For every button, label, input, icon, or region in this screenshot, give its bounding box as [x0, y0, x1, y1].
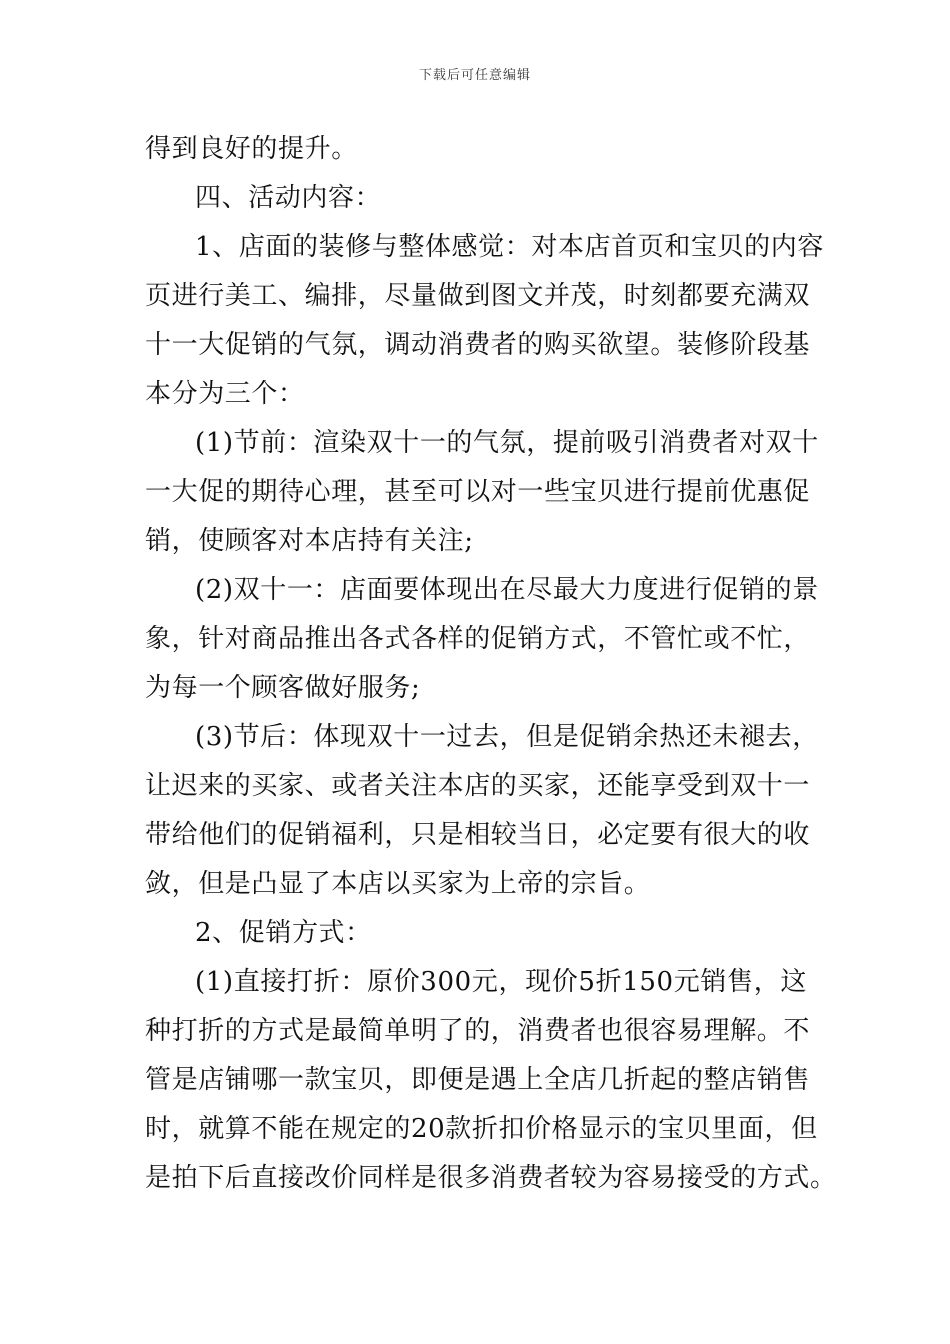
page-header: 下载后可任意编辑: [418, 68, 531, 83]
paragraph-line: 十一大促销的气氛，调动消费者的购买欲望。装修阶段基: [145, 330, 811, 360]
section-heading: 四、活动内容：: [195, 183, 382, 213]
paragraph-line: 让迟来的买家、或者关注本店的买家，还能享受到双十一: [145, 771, 811, 801]
paragraph-line: 是拍下后直接改价同样是很多消费者较为容易接受的方式。: [145, 1163, 837, 1193]
paragraph-line: 一大促的期待心理，甚至可以对一些宝贝进行提前优惠促: [145, 477, 811, 507]
section-heading: 2、促销方式：: [195, 918, 372, 948]
document-body: [145, 125, 837, 1203]
paragraph-line: 种打折的方式是最简单明了的，消费者也很容易理解。不: [145, 1016, 811, 1046]
paragraph-line: 为每一个顾客做好服务;: [145, 673, 421, 703]
paragraph-line: 页进行美工、编排，尽量做到图文并茂，时刻都要充满双: [145, 281, 811, 311]
paragraph-line: 1、店面的装修与整体感觉：对本店首页和宝贝的内容: [195, 232, 824, 262]
paragraph-line: 敛，但是凸显了本店以买家为上帝的宗旨。: [145, 869, 651, 899]
paragraph-line: 得到良好的提升。: [145, 134, 358, 164]
paragraph-line: 管是店铺哪一款宝贝，即便是遇上全店几折起的整店销售: [145, 1065, 811, 1095]
paragraph-line: (1)节前：渲染双十一的气氛，提前吸引消费者对双十: [195, 428, 819, 458]
paragraph-line: (3)节后：体现双十一过去，但是促销余热还未褪去，: [195, 722, 819, 752]
paragraph-line: 本分为三个：: [145, 379, 305, 409]
paragraph-line: (1)直接打折：原价300元，现价5折150元销售，这: [195, 967, 807, 997]
paragraph-line: 带给他们的促销福利，只是相较当日，必定要有很大的收: [145, 820, 811, 850]
paragraph-line: 时，就算不能在规定的20款折扣价格显示的宝贝里面，但: [145, 1114, 818, 1144]
paragraph-line: (2)双十一：店面要体现出在尽最大力度进行促销的景: [195, 575, 819, 605]
paragraph-line: 销，使顾客对本店持有关注;: [145, 526, 474, 556]
paragraph-line: 象，针对商品推出各式各样的促销方式，不管忙或不忙，: [145, 624, 811, 654]
